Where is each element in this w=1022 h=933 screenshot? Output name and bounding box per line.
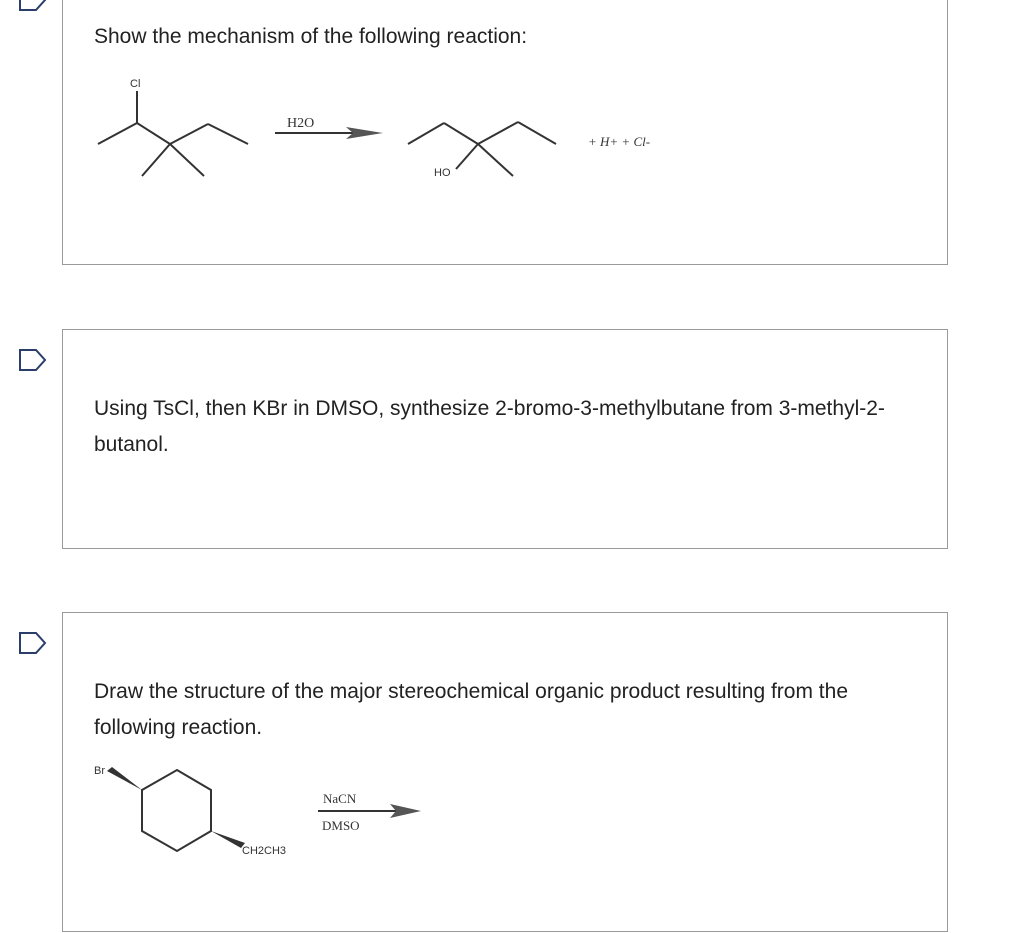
reagent-label: H2O — [287, 116, 315, 131]
question-card-1 — [62, 0, 948, 265]
product-structure — [408, 122, 556, 176]
reactant-structure — [98, 91, 248, 176]
byproducts-label: + H+ + Cl- — [588, 134, 651, 149]
reagent-bottom-label: DMSO — [322, 818, 360, 833]
bookmark-flag-icon[interactable] — [18, 631, 48, 655]
question-text: Draw the structure of the major stereochemical organic product resulting from the following reaction. — [94, 680, 849, 739]
bookmark-flag-icon[interactable] — [18, 0, 48, 12]
substituent-top-label: Br — [94, 765, 105, 777]
bookmark-flag-icon[interactable] — [18, 348, 48, 372]
question-text: Show the mechanism of the following reaction: — [94, 25, 528, 48]
reactant-label: Cl — [130, 78, 141, 90]
question-card-2 — [62, 329, 948, 549]
cyclohexane-ring — [142, 770, 211, 851]
reaction-scheme-3 — [63, 613, 949, 933]
reaction-scheme-1 — [63, 0, 949, 266]
question-text: Using TsCl, then KBr in DMSO, synthesize 2-bromo-3-methylbutane from 3-methyl-2-butanol. — [94, 397, 885, 456]
wedge-bond-bottom — [211, 831, 245, 848]
reaction-arrow-icon — [318, 804, 421, 818]
reagent-top-label: NaCN — [323, 791, 357, 806]
product-label: HO — [434, 167, 451, 179]
wedge-bond-top — [107, 767, 142, 790]
question-card-3 — [62, 612, 948, 932]
substituent-bottom-label: CH2CH3 — [242, 845, 287, 857]
